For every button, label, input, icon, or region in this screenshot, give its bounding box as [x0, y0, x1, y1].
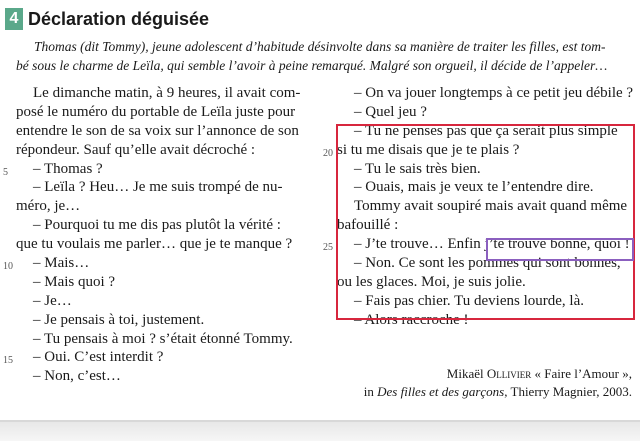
text-line	[16, 141, 331, 160]
text-line	[16, 273, 331, 292]
author-last-name: Ollivier	[486, 366, 532, 381]
line-text: – Je pensais à toi, justement.	[33, 311, 205, 328]
in-prefix: in	[363, 384, 374, 399]
line-text: – Fais pas chier. Tu deviens lourde, là.	[354, 292, 584, 309]
text-column-left	[3, 84, 331, 386]
line-text: – Mais quoi ?	[33, 273, 116, 290]
line-text: – Leïla ? Heu… Je me suis trompé de nu-	[33, 179, 283, 196]
credit-book-line	[364, 383, 632, 401]
text-line	[16, 367, 331, 386]
book-title: Des filles et des garçons	[377, 384, 505, 399]
line-text: que tu voulais me parler… que je te manque ?	[16, 236, 293, 253]
line-text: Tommy avait soupiré mais avait quand même	[354, 198, 628, 215]
text-line	[16, 216, 331, 235]
line-text: – Oui. C’est interdit ?	[33, 349, 164, 366]
line-text: – Non, c’est…	[33, 368, 121, 385]
text-line	[3, 348, 331, 367]
text-line	[16, 330, 331, 349]
line-text: bafouillé :	[337, 217, 399, 234]
intro-paragraph	[16, 37, 634, 75]
exercise-number-badge: 4	[5, 8, 23, 30]
text-line	[16, 84, 331, 103]
text-line	[337, 103, 637, 122]
text-line	[16, 292, 331, 311]
text-line	[337, 84, 637, 103]
highlight-box-red	[336, 124, 635, 320]
line-number: 20	[323, 147, 333, 159]
line-text: posé le numéro du portable de Leïla juste pour	[16, 103, 296, 120]
line-text: – Tu ne penses pas que ça serait plus simple	[354, 122, 618, 139]
line-text: – Tu pensais à moi ? s’était étonné Tommy.	[33, 330, 293, 347]
author-first-name: Mikaël	[446, 366, 484, 381]
line-number: 15	[3, 355, 13, 367]
text-line	[3, 160, 331, 179]
line-text: – Pourquoi tu me dis pas plutôt la vérité :	[33, 217, 281, 234]
text-line	[16, 197, 331, 216]
page-shadow	[0, 420, 640, 441]
line-number: 5	[3, 166, 8, 178]
intro-line: Thomas (dit Tommy), jeune adolescent d’habitude désinvolte dans sa manière de traiter les filles, est tom-	[34, 39, 606, 54]
line-number: 25	[323, 242, 333, 254]
line-text: Le dimanche matin, à 9 heures, il avait com-	[33, 85, 301, 101]
intro-line: bé sous le charme de Leïla, qui semble l’avoir à peine remarqué. Malgré son orgueil, il décide de l’appeler…	[16, 58, 608, 73]
line-text: répondeur. Sauf qu’elle avait décroché :	[16, 141, 256, 158]
line-text: – Alors raccroche !	[354, 311, 469, 328]
line-text: – Thomas ?	[33, 160, 103, 177]
line-text: méro, je…	[16, 198, 81, 215]
line-text: – Ouais, mais je veux te l’entendre dire.	[354, 179, 594, 196]
source-credit	[364, 365, 632, 401]
text-line	[16, 178, 331, 197]
line-text: – On va jouer longtemps à ce petit jeu débile ?	[354, 85, 634, 101]
line-text: – Tu le sais très bien.	[354, 160, 481, 177]
text-line	[3, 254, 331, 273]
line-number: 10	[3, 261, 13, 273]
text-line	[16, 311, 331, 330]
text-line	[16, 122, 331, 141]
credit-author-line	[364, 365, 632, 383]
line-text: – Mais…	[33, 255, 90, 272]
work-title: « Faire l’Amour »,	[534, 366, 632, 381]
publisher: , Thierry Magnier, 2003.	[504, 384, 632, 399]
line-text: – Non. Ce sont les pommes qui sont bonnes,	[354, 255, 621, 272]
line-text: – Je…	[33, 292, 72, 309]
line-text: entendre le son de sa voix sur l’annonce de son	[16, 122, 299, 139]
text-line	[16, 103, 331, 122]
exercise-header	[5, 8, 209, 30]
line-text: – J’te trouve… Enfin j’te trouve bonne, quoi !	[354, 236, 630, 253]
line-text: si tu me disais que je te plais ?	[337, 141, 520, 158]
highlight-box-purple	[486, 238, 634, 261]
line-text: – Quel jeu ?	[354, 103, 427, 120]
exercise-title: Déclaration déguisée	[28, 8, 210, 29]
line-text: ou les glaces. Moi, je suis jolie.	[337, 273, 526, 290]
text-line	[16, 235, 331, 254]
